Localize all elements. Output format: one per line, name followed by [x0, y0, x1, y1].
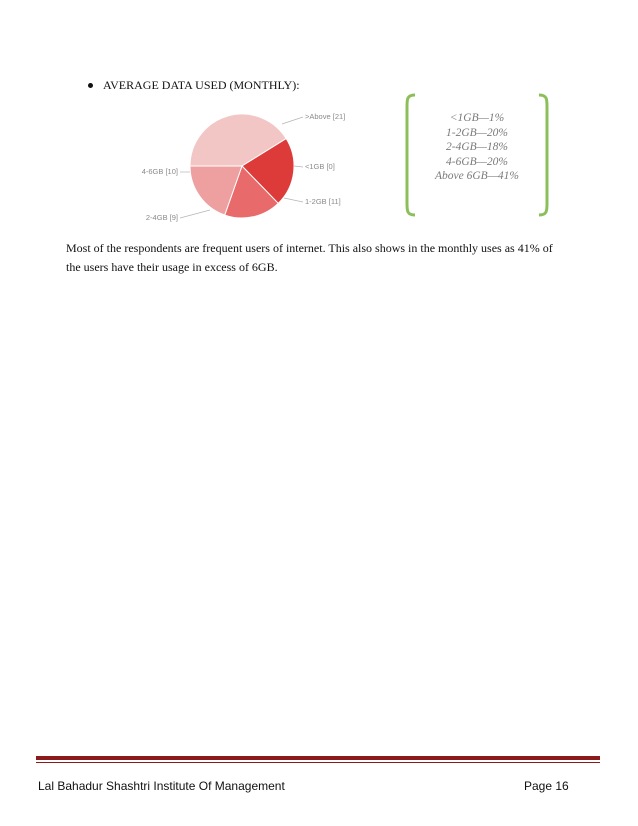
- pie-slice-label: <1GB [0]: [305, 162, 335, 171]
- pie-leader-line: [284, 198, 303, 202]
- bullet-icon: [88, 83, 93, 88]
- callout-line: <1GB—1%: [449, 112, 505, 124]
- pie-leader-line: [180, 210, 210, 218]
- pie-slice-label: >Above [21]: [305, 112, 346, 121]
- pie-leader-line: [294, 166, 303, 167]
- callout-line: 2-4GB—18%: [446, 141, 508, 153]
- pie-slice-label: 4-6GB [10]: [141, 167, 178, 176]
- callout-line: 1-2GB—20%: [446, 126, 508, 139]
- footer-institution: Lal Bahadur Shashtri Institute Of Management: [38, 779, 285, 793]
- pie-slices: [190, 114, 294, 218]
- callout-line: Above 6GB—41%: [435, 170, 519, 182]
- section-heading-row: [88, 78, 300, 93]
- footer-page-number: Page 16: [524, 779, 569, 793]
- footer-rule-thin: [36, 762, 600, 763]
- callout-line: 4-6GB—20%: [446, 155, 508, 168]
- pie-leader-line: [282, 117, 303, 124]
- pie-slice-label: 2-4GB [9]: [145, 213, 178, 222]
- callout-text: [403, 111, 551, 184]
- percentage-callout: [403, 93, 551, 217]
- data-usage-pie-chart: [120, 100, 380, 225]
- footer-rule: [36, 756, 600, 760]
- pie-slice-label: 1-2GB [11]: [305, 197, 341, 206]
- body-paragraph: Most of the respondents are frequent users of internet. This also shows in the monthly uses as 41% of the users have their usage in excess of 6GB.: [66, 241, 553, 274]
- section-heading: AVERAGE DATA USED (MONTHLY):: [103, 78, 300, 92]
